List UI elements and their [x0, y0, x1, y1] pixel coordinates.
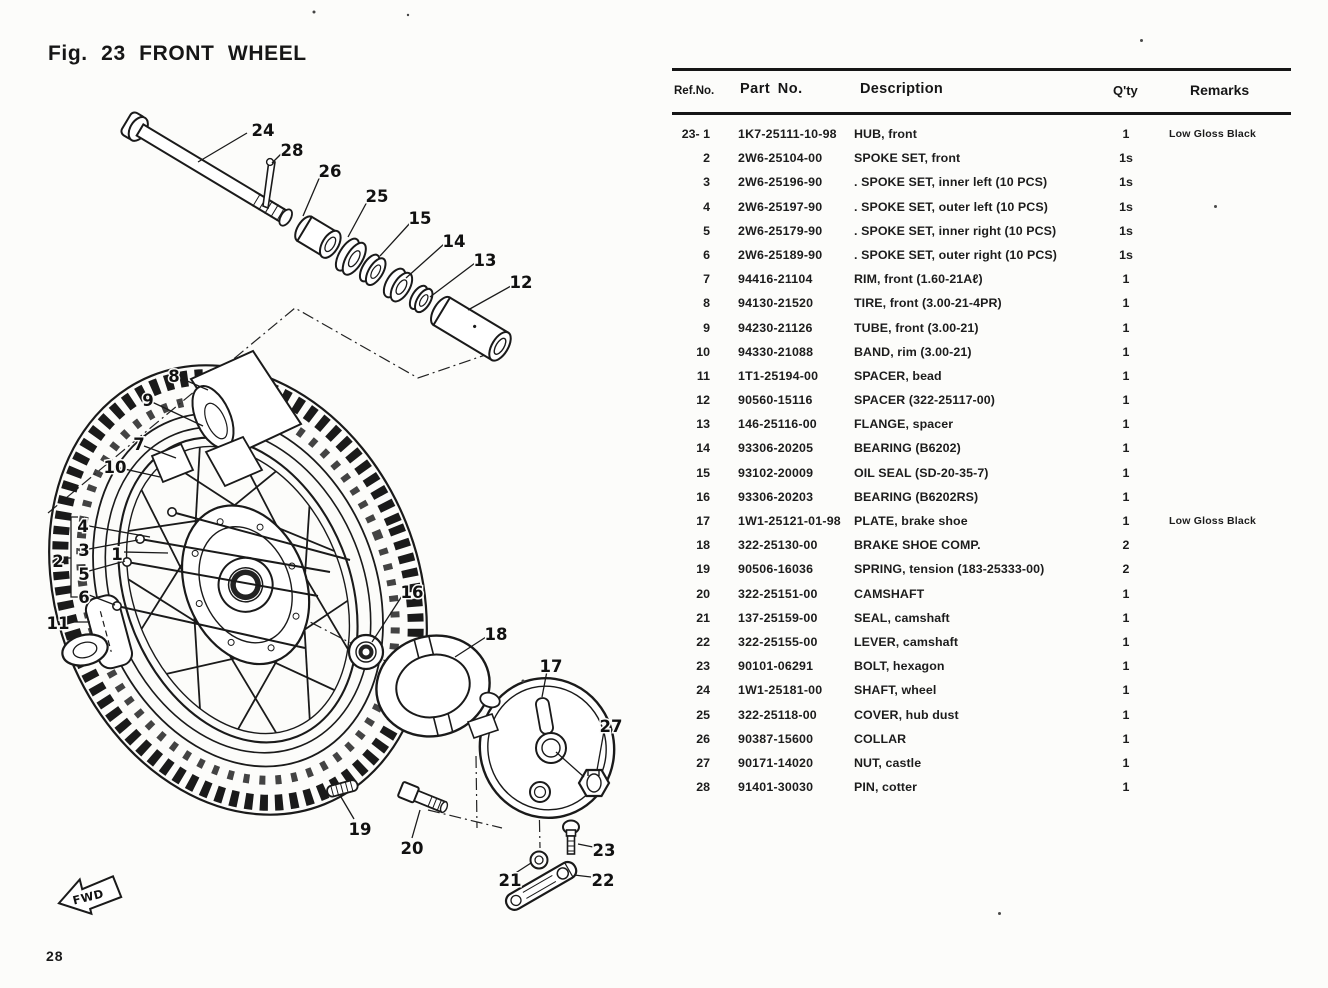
- row-qty: 1: [1122, 586, 1130, 601]
- row-part-no: 2W6-25104-00: [738, 151, 823, 166]
- header-remarks: Remarks: [1190, 82, 1250, 98]
- row-qty: 1s: [1119, 175, 1133, 190]
- table-row: [672, 751, 1291, 775]
- row-qty: 1s: [1119, 199, 1133, 214]
- row-desc: TIRE, front (3.00-21-4PR): [854, 296, 1002, 311]
- row-qty: 1: [1122, 634, 1130, 649]
- row-ref: 16: [696, 489, 710, 504]
- row-qty: 1: [1122, 296, 1130, 311]
- row-part-no: 90101-06291: [738, 659, 814, 674]
- row-ref: 4: [703, 199, 710, 214]
- row-remarks: [1154, 775, 1291, 799]
- row-desc: FLANGE, spacer: [854, 417, 954, 432]
- row-qty: 1: [1122, 127, 1130, 141]
- row-desc: TUBE, front (3.00-21): [854, 320, 979, 335]
- row-qty: 1s: [1119, 151, 1133, 166]
- callout-6: 6: [78, 588, 90, 607]
- callout-11: 11: [46, 614, 70, 633]
- row-remarks: [1154, 703, 1291, 727]
- part-26-collar: [291, 212, 345, 261]
- row-qty: 1: [1122, 755, 1130, 770]
- table-row: [672, 243, 1291, 267]
- row-remarks: [1154, 557, 1291, 581]
- row-desc: . SPOKE SET, inner right (10 PCS): [854, 223, 1057, 238]
- row-part-no: 137-25159-00: [738, 610, 818, 625]
- row-qty: 1: [1122, 707, 1130, 722]
- row-desc: . SPOKE SET, outer left (10 PCS): [854, 199, 1048, 214]
- row-ref: 25: [696, 707, 710, 722]
- scan-speck: [998, 912, 1001, 915]
- row-part-no: 94330-21088: [738, 344, 814, 359]
- table-row: [672, 219, 1291, 243]
- row-ref: 21: [696, 610, 710, 625]
- table-row: [672, 364, 1291, 388]
- row-remarks: [1154, 170, 1291, 194]
- row-ref: 5: [703, 223, 710, 238]
- row-ref: 2: [703, 151, 710, 166]
- row-desc: . SPOKE SET, outer right (10 PCS): [854, 247, 1057, 262]
- table-row: [672, 388, 1291, 412]
- row-desc: SPOKE SET, front: [854, 151, 961, 166]
- row-part-no: 90560-15116: [738, 393, 813, 408]
- row-part-no: 1K7-25111-10-98: [738, 127, 837, 141]
- part-27-castle-nut: [579, 770, 609, 796]
- row-desc: LEVER, camshaft: [854, 634, 959, 649]
- row-qty: 1: [1122, 465, 1130, 480]
- header-description: Description: [860, 81, 944, 97]
- row-qty: 1: [1122, 659, 1130, 674]
- row-remarks: [1154, 364, 1291, 388]
- row-qty: 1: [1122, 368, 1130, 383]
- row-remarks: [1154, 219, 1291, 243]
- scan-speck: [1214, 205, 1217, 208]
- callout-1: 1: [111, 545, 123, 564]
- callout-25: 25: [365, 187, 389, 206]
- table-row: [672, 340, 1291, 364]
- scan-speck: [313, 11, 316, 14]
- part-20-camshaft: [398, 782, 450, 816]
- row-remarks: [1154, 316, 1291, 340]
- callout-24: 24: [251, 121, 275, 140]
- row-qty: 1: [1122, 610, 1130, 625]
- fwd-arrow: [55, 871, 124, 921]
- row-remarks: [1154, 243, 1291, 267]
- row-desc: PIN, cotter: [854, 780, 918, 795]
- table-row: [672, 727, 1291, 751]
- row-remarks: [1154, 412, 1291, 436]
- row-desc: RIM, front (1.60-21Aℓ): [854, 272, 983, 287]
- row-qty: 1: [1122, 683, 1130, 698]
- row-ref: 17: [696, 514, 710, 528]
- row-remarks: Low Gloss Black: [1169, 515, 1257, 527]
- table-row: [672, 775, 1291, 799]
- callout-10: 10: [103, 458, 127, 477]
- row-qty: 1: [1122, 489, 1130, 504]
- table-row: [672, 485, 1291, 509]
- row-qty: 1: [1122, 514, 1130, 528]
- page-number: 28: [46, 948, 64, 964]
- row-qty: 2: [1122, 538, 1130, 553]
- callout-19: 19: [348, 820, 372, 839]
- row-qty: 1s: [1119, 247, 1133, 262]
- table-row: [672, 267, 1291, 291]
- row-part-no: 322-25151-00: [738, 586, 818, 601]
- callout-5: 5: [78, 565, 90, 584]
- table-row: [672, 436, 1291, 460]
- row-ref: 10: [696, 344, 710, 359]
- row-desc: HUB, front: [854, 127, 917, 141]
- row-desc: . SPOKE SET, inner left (10 PCS): [854, 175, 1048, 190]
- row-remarks: [1154, 606, 1291, 630]
- callout-18: 18: [484, 625, 508, 644]
- callout-20: 20: [400, 839, 424, 858]
- table-row: [672, 509, 1291, 533]
- row-desc: SPRING, tension (183-25333-00): [854, 562, 1045, 577]
- row-remarks: [1154, 630, 1291, 654]
- row-desc: SPACER (322-25117-00): [854, 393, 995, 408]
- callout-22: 22: [591, 871, 615, 890]
- row-ref: 22: [696, 634, 710, 649]
- row-qty: 1: [1122, 731, 1130, 746]
- row-part-no: 2W6-25189-90: [738, 247, 823, 262]
- row-qty: 1s: [1119, 223, 1133, 238]
- row-part-no: 322-25155-00: [738, 634, 818, 649]
- parts-table: [672, 68, 1291, 799]
- row-ref: 18: [696, 538, 710, 553]
- callout-14: 14: [442, 232, 466, 251]
- row-ref: 26: [696, 731, 710, 746]
- table-row: [672, 195, 1291, 219]
- parts-table-body: [672, 122, 1291, 799]
- table-row: [672, 291, 1291, 315]
- row-part-no: 93306-20203: [738, 489, 814, 504]
- fwd-arrow-label: FWD: [71, 886, 106, 908]
- callout-12: 12: [509, 273, 533, 292]
- row-remarks: [1154, 461, 1291, 485]
- row-qty: 1: [1122, 393, 1130, 408]
- callout-2: 2: [52, 552, 64, 571]
- table-row: [672, 557, 1291, 581]
- row-remarks: Low Gloss Black: [1169, 128, 1257, 140]
- row-remarks: [1154, 195, 1291, 219]
- table-row: [672, 582, 1291, 606]
- callout-16: 16: [400, 583, 424, 602]
- row-part-no: 322-25130-00: [738, 538, 818, 553]
- row-ref: 6: [703, 247, 710, 262]
- callout-8: 8: [168, 367, 180, 386]
- row-desc: SHAFT, wheel: [854, 683, 937, 698]
- callout-15: 15: [408, 209, 432, 228]
- row-remarks: [1154, 436, 1291, 460]
- header-ref-no: Ref.No.: [674, 85, 715, 97]
- row-ref: 28: [696, 780, 710, 795]
- part-21-camshaft-seal: [531, 852, 548, 869]
- row-qty: 1: [1122, 441, 1130, 456]
- row-part-no: 91401-30030: [738, 780, 814, 795]
- row-remarks: [1154, 146, 1291, 170]
- scan-speck: [522, 680, 525, 683]
- row-remarks: [1154, 582, 1291, 606]
- callout-17: 17: [539, 657, 563, 676]
- row-qty: 1: [1122, 320, 1130, 335]
- row-ref: 7: [703, 272, 710, 287]
- callout-4: 4: [77, 517, 89, 536]
- row-ref: 23: [696, 659, 710, 674]
- callout-7: 7: [133, 435, 145, 454]
- row-part-no: 93102-20009: [738, 465, 814, 480]
- row-desc: BEARING (B6202RS): [854, 489, 979, 504]
- table-row: [672, 654, 1291, 678]
- part-23-hexagon-bolt: [563, 821, 579, 855]
- row-desc: BAND, rim (3.00-21): [854, 344, 972, 359]
- row-part-no: 94230-21126: [738, 320, 813, 335]
- row-ref: 27: [696, 755, 710, 770]
- row-desc: BEARING (B6202): [854, 441, 961, 456]
- table-row: [672, 703, 1291, 727]
- table-row: [672, 170, 1291, 194]
- part-16-bearing: [349, 635, 383, 669]
- row-qty: 1: [1122, 417, 1130, 432]
- table-row: [672, 630, 1291, 654]
- row-remarks: [1154, 388, 1291, 412]
- table-row: [672, 461, 1291, 485]
- row-qty: 2: [1122, 562, 1130, 577]
- part-12-spacer: [427, 293, 515, 364]
- parts-table-header: [672, 68, 1291, 115]
- callout-27: 27: [599, 717, 623, 736]
- row-part-no: 2W6-25179-90: [738, 223, 823, 238]
- row-remarks: [1154, 533, 1291, 557]
- table-row: [672, 412, 1291, 436]
- row-remarks: [1154, 727, 1291, 751]
- row-part-no: 1W1-25181-00: [738, 683, 823, 698]
- table-row: [672, 146, 1291, 170]
- callout-21: 21: [498, 871, 522, 890]
- table-row: [672, 606, 1291, 630]
- row-part-no: 322-25118-00: [738, 707, 817, 722]
- row-desc: SPACER, bead: [854, 368, 942, 383]
- row-part-no: 90171-14020: [738, 755, 814, 770]
- row-part-no: 146-25116-00: [738, 417, 817, 432]
- row-ref: 15: [696, 465, 710, 480]
- row-part-no: 1W1-25121-01-98: [738, 514, 841, 528]
- callout-9: 9: [142, 391, 154, 410]
- table-row: [672, 678, 1291, 702]
- header-part-no: Part No.: [740, 81, 803, 97]
- row-remarks: [1154, 654, 1291, 678]
- row-ref: 14: [696, 441, 710, 456]
- row-desc: SEAL, camshaft: [854, 610, 950, 625]
- row-desc: COVER, hub dust: [854, 707, 959, 722]
- callout-23: 23: [592, 841, 616, 860]
- table-row: [672, 316, 1291, 340]
- callout-3: 3: [78, 541, 90, 560]
- header-qty: Q'ty: [1113, 83, 1138, 98]
- row-part-no: 94416-21104: [738, 272, 813, 287]
- row-remarks: [1154, 267, 1291, 291]
- part-28-cotter-pin: [263, 159, 275, 208]
- scan-speck: [1140, 39, 1143, 42]
- row-ref: 13: [696, 417, 710, 432]
- row-remarks: [1154, 678, 1291, 702]
- row-desc: BRAKE SHOE COMP.: [854, 538, 981, 553]
- row-ref: 12: [696, 393, 710, 408]
- row-desc: OIL SEAL (SD-20-35-7): [854, 465, 989, 480]
- callout-28: 28: [280, 141, 304, 160]
- row-remarks: [1154, 751, 1291, 775]
- row-ref: 3: [703, 175, 710, 190]
- row-ref: 9: [703, 320, 710, 335]
- row-desc: NUT, castle: [854, 755, 922, 770]
- row-qty: 1: [1122, 272, 1130, 287]
- row-ref: 24: [696, 683, 710, 698]
- callout-13: 13: [473, 251, 497, 270]
- row-part-no: 2W6-25197-90: [738, 199, 823, 214]
- row-part-no: 2W6-25196-90: [738, 175, 823, 190]
- scan-speck: [407, 14, 409, 16]
- row-part-no: 1T1-25194-00: [738, 368, 819, 383]
- row-ref: 11: [696, 368, 710, 383]
- row-part-no: 90506-16036: [738, 562, 814, 577]
- row-ref: 8: [703, 296, 710, 311]
- row-qty: 1: [1122, 780, 1130, 795]
- row-desc: CAMSHAFT: [854, 586, 925, 601]
- row-qty: 1: [1122, 344, 1130, 359]
- row-ref: 19: [696, 562, 710, 577]
- callout-26: 26: [318, 162, 342, 181]
- row-part-no: 94130-21520: [738, 296, 814, 311]
- table-row: [672, 533, 1291, 557]
- row-ref: 20: [696, 586, 710, 601]
- row-remarks: [1154, 340, 1291, 364]
- row-part-no: 90387-15600: [738, 731, 814, 746]
- figure-title: Fig. 23 FRONT WHEEL: [48, 42, 307, 65]
- row-part-no: 93306-20205: [738, 441, 814, 456]
- row-remarks: [1154, 291, 1291, 315]
- table-row: [672, 122, 1291, 146]
- row-remarks: [1154, 485, 1291, 509]
- row-desc: PLATE, brake shoe: [854, 514, 968, 528]
- row-ref: 23- 1: [681, 127, 710, 141]
- row-desc: BOLT, hexagon: [854, 659, 945, 674]
- row-desc: COLLAR: [854, 731, 907, 746]
